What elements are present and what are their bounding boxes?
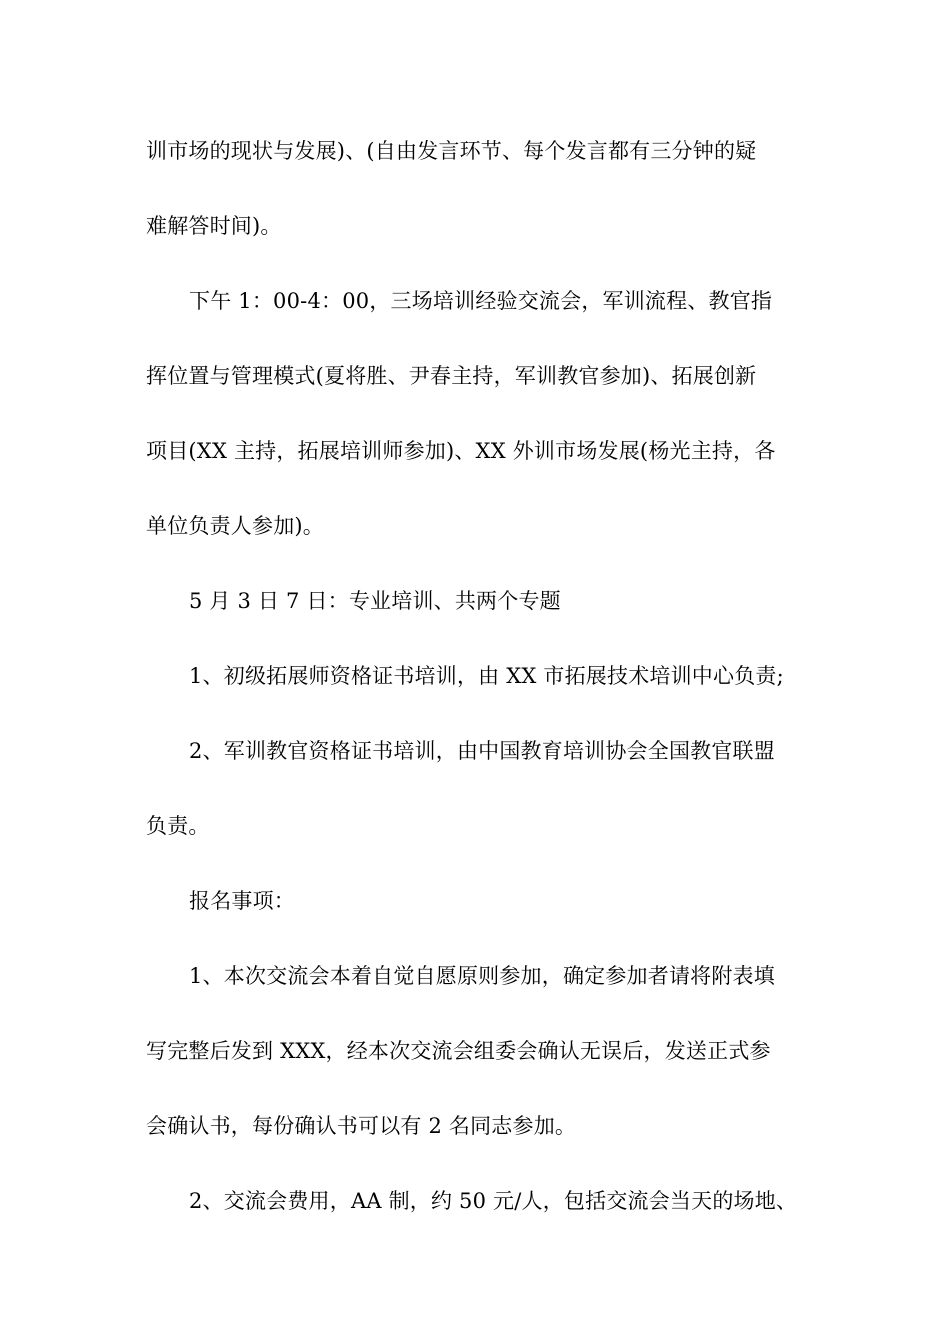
paragraph-line: 难解答时间)。 (146, 214, 282, 238)
paragraph-line: 下午 1：00-4：00，三场培训经验交流会，军训流程、教官指 (189, 289, 773, 313)
paragraph-line: 负责。 (146, 814, 210, 838)
paragraph-line: 单位负责人参加)。 (146, 514, 324, 538)
paragraph-line: 2、军训教官资格证书培训，由中国教育培训协会全国教官联盟 (189, 739, 775, 763)
paragraph-line: 写完整后发到 XXX，经本次交流会组委会确认无误后，发送正式参 (146, 1039, 771, 1063)
paragraph-line: 训市场的现状与发展)、(自由发言环节、每个发言都有三分钟的疑 (146, 139, 757, 163)
paragraph-line: 1、初级拓展师资格证书培训，由 XX 市拓展技术培训中心负责; (189, 664, 784, 688)
paragraph-line: 5 月 3 日 7 日：专业培训、共两个专题 (189, 589, 561, 613)
paragraph-line: 挥位置与管理模式(夏将胜、尹春主持，军训教官参加)、拓展创新 (146, 364, 757, 388)
paragraph-line: 项目(XX 主持，拓展培训师参加)、XX 外训市场发展(杨光主持，各 (146, 439, 776, 463)
paragraph-line: 1、本次交流会本着自觉自愿原则参加，确定参加者请将附表填 (189, 964, 775, 988)
section-heading: 报名事项： (189, 889, 295, 913)
paragraph-line: 会确认书，每份确认书可以有 2 名同志参加。 (146, 1114, 577, 1138)
paragraph-line: 2、交流会费用，AA 制，约 50 元/人，包括交流会当天的场地、 (189, 1189, 798, 1213)
